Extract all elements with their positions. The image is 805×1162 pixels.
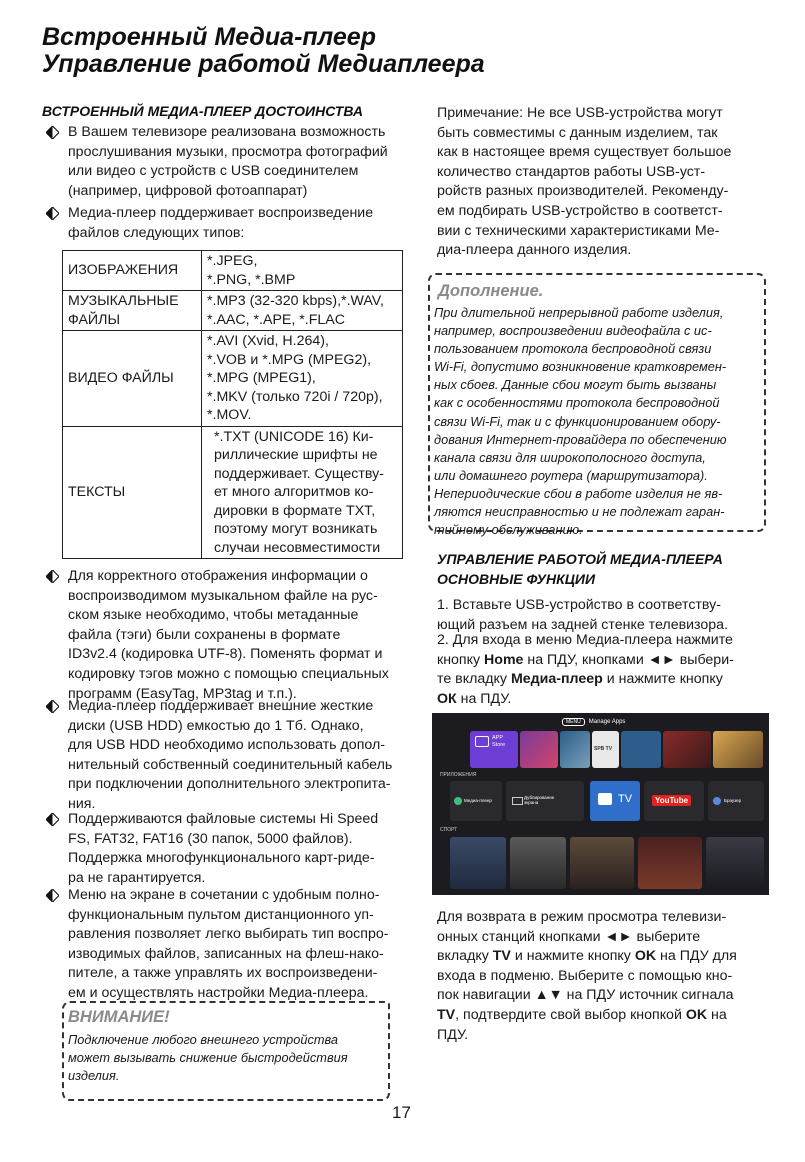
- diamond-bullet-icon: [46, 126, 59, 139]
- file-types-table: [62, 250, 403, 559]
- text-line: ющий разъем на задней стенке телевизора.: [437, 616, 729, 633]
- text-line: Поддержка многофункционального карт-риде-: [68, 850, 375, 867]
- text-line: входа в подменю. Выберите с помощью кно-: [437, 967, 733, 984]
- bullet-file-systems: [40, 810, 412, 888]
- text-line: пителе, а также управлять их воспроизведени-: [68, 965, 378, 982]
- text-span: и нажмите кнопку: [602, 671, 723, 688]
- format-line: поэтому могут возникать: [214, 521, 378, 537]
- menu-chip: MENU: [562, 718, 585, 726]
- text-line: при подключении дополнительного электропита-: [68, 776, 391, 793]
- text-line: пок навигации ▲▼ на ПДУ источник сигнала: [437, 987, 734, 1004]
- category-label: ФАЙЛЫ: [68, 311, 121, 328]
- tv-key-label: TV: [437, 1006, 456, 1023]
- text-line: или домашнего роутера (маршрутизатора).: [434, 467, 708, 483]
- text-line: Примечание: Не все USB-устройства могут: [437, 105, 723, 121]
- text-line: FS, FAT32, FAT16 (30 папок, 5000 файлов).: [68, 830, 353, 847]
- bullet-media-capabilities: [40, 123, 412, 201]
- text-line: (например, цифровой фотоаппарат): [68, 182, 308, 199]
- diamond-bullet-icon: [46, 889, 59, 902]
- spbtv-tile[interactable]: [592, 731, 619, 768]
- tv-tile[interactable]: [590, 781, 640, 821]
- step-1: [437, 596, 767, 635]
- text-line: например, воспроизведении видеофайла с ис-: [434, 323, 712, 339]
- category-label: ТЕКСТЫ: [68, 484, 126, 500]
- table-cell-formats: [202, 291, 403, 331]
- text-line: [437, 947, 767, 967]
- sport-section-label: СПОРТ: [440, 827, 458, 833]
- text-span: на: [707, 1006, 727, 1023]
- table-row: [63, 251, 403, 291]
- text-line: диски (USB HDD) емкостью до 1 Тб. Однако,: [68, 717, 364, 734]
- category-label: ВИДЕО ФАЙЛЫ: [68, 370, 174, 386]
- text-line: связи Wi-Fi, так и с функционированием обору-: [434, 413, 721, 429]
- browser-tile[interactable]: [708, 781, 764, 821]
- featured-tile[interactable]: [621, 731, 661, 768]
- text-line: тийному обслуживанию.: [434, 522, 583, 538]
- media-player-label: Медиа-плеер: [510, 671, 603, 688]
- text-line: ПДУ.: [437, 1026, 469, 1043]
- text-line: [437, 690, 767, 710]
- apps-section-label: ПРИЛОЖЕНИЯ: [440, 772, 477, 778]
- text-line: ем подбирать USB-устройство в соответст-: [437, 202, 723, 219]
- table-cell-category: [63, 331, 202, 427]
- diamond-bullet-icon: [46, 813, 59, 826]
- category-label: МУЗЫКАЛЬНЫЕ: [68, 293, 179, 309]
- text-line: файлов следующих типов:: [68, 224, 245, 241]
- step-2: [437, 631, 767, 709]
- text-line: пользованием протокола беспроводной связи: [434, 341, 712, 357]
- tv-tile-label: TV: [618, 793, 633, 805]
- addendum-heading: Дополнение.: [438, 282, 544, 300]
- format-line: *.AVI (Xvid, H.264),: [207, 333, 329, 349]
- return-instructions: [437, 908, 767, 1045]
- globe-icon: [713, 797, 721, 805]
- browser-tile-label: Браузер: [724, 798, 742, 803]
- text-span: вкладку: [437, 948, 493, 965]
- text-line: Меню на экране в сочетании с удобным полно-: [68, 887, 380, 903]
- text-line: функциональным пультом дистанционного уп-: [68, 906, 374, 923]
- text-span: кнопку: [437, 651, 485, 668]
- format-line: случаи несовместимости: [214, 539, 381, 556]
- text-line: [437, 1006, 767, 1026]
- addendum-box: [428, 273, 766, 538]
- text-line: прослушивания музыки, просмотра фотографий: [68, 143, 388, 160]
- format-line: поддерживает. Существу-: [214, 465, 384, 482]
- section-heading-advantages: ВСТРОЕННЫЙ МЕДИА-ПЛЕЕР ДОСТОИНСТВА: [42, 103, 364, 119]
- text-line: ID3v2.4 (кодировка UTF-8). Поменять формат и: [68, 646, 383, 663]
- manage-apps-label: Manage Apps: [588, 719, 626, 725]
- app-store-label: APP Store: [492, 735, 506, 748]
- text-line: кодировку тэгов можно с помощью специальных: [68, 665, 389, 682]
- text-line: ных сбоев. Данные сбои могут быть вызваны: [434, 377, 717, 393]
- text-line: изделия.: [68, 1068, 120, 1084]
- text-line: ляются неисправностью и не подлежат гаран-: [434, 504, 725, 520]
- table-cell-formats: [202, 426, 403, 559]
- ok-key-label: OK: [685, 1006, 708, 1023]
- section-heading-control: [437, 549, 723, 589]
- tv-top-bar: [562, 718, 625, 726]
- text-line: для USB HDD необходимо использовать допол-: [68, 737, 385, 754]
- featured-tile[interactable]: [663, 731, 711, 768]
- page-number: 17: [392, 1103, 411, 1122]
- text-span: те вкладку: [437, 671, 511, 688]
- text-span: и нажмите кнопку: [510, 948, 635, 965]
- text-line: ния.: [68, 795, 96, 812]
- table-cell-category: [63, 291, 202, 331]
- category-label: ИЗОБРАЖЕНИЯ: [68, 262, 179, 279]
- table-cell-category: [63, 251, 202, 291]
- featured-tile[interactable]: [560, 731, 590, 768]
- sport-tile[interactable]: [450, 837, 506, 889]
- featured-tile[interactable]: [520, 731, 558, 768]
- play-icon: [454, 797, 462, 805]
- text-line: Медиа-плеер поддерживает внешние жесткие: [68, 698, 374, 714]
- format-line: дировки в формате TXT,: [214, 502, 376, 519]
- text-line: изводимых файлов, записанных на флеш-нако-: [68, 945, 384, 962]
- text-line: Для возврата в режим просмотра телевизи-: [437, 909, 727, 925]
- table-row: [63, 331, 403, 427]
- text-line: воспроизводимом музыкальном файле на рус-: [68, 587, 378, 604]
- text-line: онных станций кнопками ◄► выберите: [437, 928, 701, 945]
- diamond-bullet-icon: [46, 570, 59, 583]
- screen-mirroring-tile[interactable]: [506, 781, 584, 821]
- format-line: ет много алгоритмов ко-: [214, 484, 374, 500]
- format-line: *.PNG, *.BMP: [207, 271, 296, 288]
- text-line: как в настоящее время существует большое: [437, 144, 732, 161]
- text-line: количество стандартов работы USB-уст-: [437, 163, 706, 180]
- text-line: ском языке необходимо, чтобы метаданные: [68, 607, 359, 624]
- home-key-label: Home: [484, 651, 524, 668]
- format-line: риллические шрифты не: [214, 447, 378, 463]
- format-line: *.MKV (только 720i / 720p),: [207, 388, 383, 405]
- warning-heading: ВНИМАНИЕ!: [68, 1008, 170, 1026]
- sport-tile[interactable]: [706, 837, 764, 889]
- screen-mirroring-label: Дублирование экрана: [524, 795, 555, 805]
- ok-key-label: ОК: [437, 690, 457, 707]
- tv-home-screenshot: [432, 713, 769, 895]
- text-line: 1. Вставьте USB-устройство в соответству-: [437, 597, 721, 613]
- bullet-file-types: [40, 204, 412, 243]
- page-title: [42, 24, 485, 78]
- text-line: Непериодические сбои в работе изделия не яв-: [434, 485, 723, 501]
- text-span: на ПДУ, кнопками ◄► выбери-: [523, 651, 734, 668]
- tv-icon: [598, 793, 612, 805]
- format-line: *.MOV.: [207, 407, 252, 423]
- page-title-line2: Управление работой Медиаплеера: [42, 50, 485, 78]
- table-cell-category: [63, 426, 202, 559]
- format-line: *.TXT (UNICODE 16) Ки-: [214, 428, 374, 445]
- text-span: , подтвердите свой выбор кнопкой: [455, 1006, 686, 1023]
- sport-tile[interactable]: [570, 837, 634, 889]
- sport-tile[interactable]: [510, 837, 566, 889]
- text-line: Поддерживаются файловые системы Hi Speed: [68, 811, 379, 827]
- text-line: равления позволяет легко выбирать тип воспро-: [68, 926, 389, 943]
- text-line: или видео с устройств с USB соединителем: [68, 163, 359, 180]
- text-line: [437, 670, 767, 690]
- spbtv-label: SPB TV: [594, 746, 613, 752]
- page-title-line1: Встроенный Медиа-плеер: [42, 23, 376, 51]
- diamond-bullet-icon: [46, 207, 59, 220]
- text-line: быть совместимы с данным изделием, так: [437, 124, 718, 141]
- table-cell-formats: [202, 331, 403, 427]
- featured-tile[interactable]: [713, 731, 763, 768]
- store-icon: [475, 736, 489, 747]
- text-line: Подключение любого внешнего устройства: [68, 1032, 339, 1047]
- youtube-logo: YouTube: [652, 795, 691, 806]
- text-line: 2. Для входа в меню Медиа-плеера нажмите: [437, 632, 733, 648]
- text-line: дования Интернет-провайдера по обеспечению: [434, 431, 727, 447]
- media-player-tile-label: Медиа-плеер: [464, 798, 492, 803]
- text-line: диа-плеера данного изделия.: [437, 242, 632, 259]
- format-line: *.VOB и *.MPG (MPEG2),: [207, 351, 372, 368]
- format-line: *.MP3 (32-320 kbps),*.WAV,: [207, 293, 384, 309]
- text-line: Для корректного отображения информации о: [68, 568, 368, 584]
- text-span: на ПДУ для: [656, 948, 737, 965]
- app-store-tile[interactable]: [470, 731, 518, 768]
- text-line: ройств разных производителей. Рекоменду-: [437, 183, 729, 200]
- compatibility-note: [437, 104, 767, 261]
- sport-tile[interactable]: [638, 837, 702, 889]
- youtube-tile[interactable]: [644, 781, 704, 821]
- text-line: может вызывать снижение быстродействия: [68, 1050, 348, 1066]
- text-line: программ (EasyTag, MP3tag и т.п.).: [68, 685, 297, 702]
- table-row: [63, 426, 403, 559]
- tv-key-label: TV: [492, 948, 511, 965]
- text-line: как с особенностями протокола беспроводной: [434, 395, 720, 411]
- text-line: файла (тэги) были сохранены в формате: [68, 626, 341, 643]
- bullet-onscreen-menu: [40, 886, 412, 1004]
- text-line: канала связи для широкополосного доступа,: [434, 449, 706, 465]
- text-line: ра не гарантируется.: [68, 869, 206, 886]
- bullet-metadata-encoding: [40, 567, 412, 704]
- format-line: *.MPG (MPEG1),: [207, 370, 316, 386]
- text-line: вии с техническими характеристиками Ме-: [437, 222, 720, 239]
- media-player-tile[interactable]: [450, 781, 502, 821]
- bullet-usb-hdd: [40, 697, 412, 815]
- text-line: нительный собственный соединительный кабель: [68, 756, 393, 773]
- section-heading-line1: УПРАВЛЕНИЕ РАБОТОЙ МЕДИА-ПЛЕЕРА: [437, 551, 723, 567]
- format-line: *.JPEG,: [207, 253, 258, 269]
- text-line: Медиа-плеер поддерживает воспроизведение: [68, 205, 374, 221]
- format-line: *.AAC, *.APE, *.FLAC: [207, 311, 345, 328]
- ok-key-label: OK: [634, 948, 657, 965]
- table-row: [63, 291, 403, 331]
- text-line: В Вашем телевизоре реализована возможность: [68, 124, 386, 140]
- text-line: ем и осуществлять настройки Медиа-плеера.: [68, 984, 369, 1001]
- text-line: Wi-Fi, допустимо возникновение кратковремен-: [434, 359, 727, 375]
- table-cell-formats: [202, 251, 403, 291]
- section-heading-line2: ОСНОВНЫЕ ФУНКЦИИ: [437, 571, 596, 587]
- diamond-bullet-icon: [46, 700, 59, 713]
- warning-box: [62, 1001, 390, 1101]
- text-line: При длительной непрерывной работе изделия,: [434, 305, 724, 320]
- text-line: [437, 651, 767, 671]
- cast-icon: [512, 797, 523, 805]
- text-span: на ПДУ.: [456, 690, 512, 707]
